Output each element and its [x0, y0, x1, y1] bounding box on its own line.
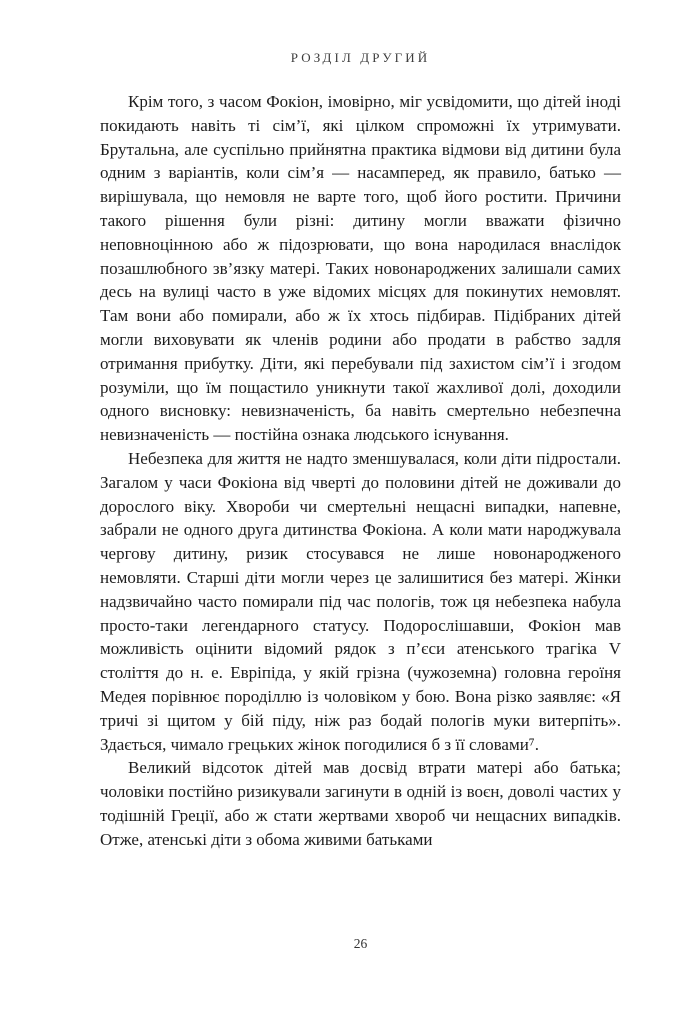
page-number: 26 — [353, 936, 368, 951]
paragraph: Небезпека для життя не надто зменшувалася, коли діти підростали. Загалом у часи Фокіона від чверті до половини дітей не доживали до дорослого віку. Хвороби чи смертельні нещасні випадки, напевне, забрали не одного друга дитинства Фокіона. А коли мати народжувала чергову дитину, ризик стосувався не лише новонародженого немовляти. Старші діти могли через це залишитися без матері. Жінки надзвичайно часто помирали під час пологів, тож ця небезпека набула просто-таки легендарного статусу. Подорослішавши, Фокіон мав можливість оцінити відомий рядок з п’єси атенського трагіка V століття до н. е. Евріпіда, у якій грізна (чужоземна) головна героїня Медея порівнює породіллю із чоловіком у бою. Вона різко заявляє: «Я тричі зі щитом у бій піду, ніж раз бодай пологів муки витерпіть». Здається, чимало грецьких жінок погодилися б з її словами⁷. — [100, 448, 621, 754]
body-text — [100, 90, 621, 852]
paragraph: Великий відсоток дітей мав досвід втрати матері або батька; чоловіки постійно ризикували загинути в одній із воєн, доволі частих у тодішній Греції, або ж стати жертвами хвороб чи нещасних випадків. Отже, атенські діти з обома живими батьками — [100, 758, 621, 849]
running-head: РОЗДІЛ ДРУГИЙ — [290, 50, 431, 65]
paragraph: Крім того, з часом Фокіон, імовірно, міг усвідомити, що дітей іноді покидають навіть ті сім’ї, які цілком спроможні їх утримувати. Брутальна, але суспільно прийнятна практика відмови від дитини була одним з варіантів, коли сім’я — насамперед, як правило, батько — вирішувала, що немовля не варте того, щоб його ростити. Причини такого рішення були різні: дитину могли вважати фізично неповноцінною або ж підозрювати, що вона народилася внаслідок позашлюбного зв’язку матері. Таких новонароджених залишали самих десь на вулиці часто в уже відомих місцях для покинутих немовлят. Там вони або помирали, або ж їх хтось підбирав. Підібраних дітей могли виховувати як членів родини або продати в рабство задля отримання прибутку. Діти, які перебували під захистом сім’ї і згодом розуміли, що їм пощастило уникнути такої жахливої долі, доходили одного висновку: невизначеність, ба навіть смертельно небезпечна невизначеність — постійна ознака людського існування. — [100, 92, 621, 445]
